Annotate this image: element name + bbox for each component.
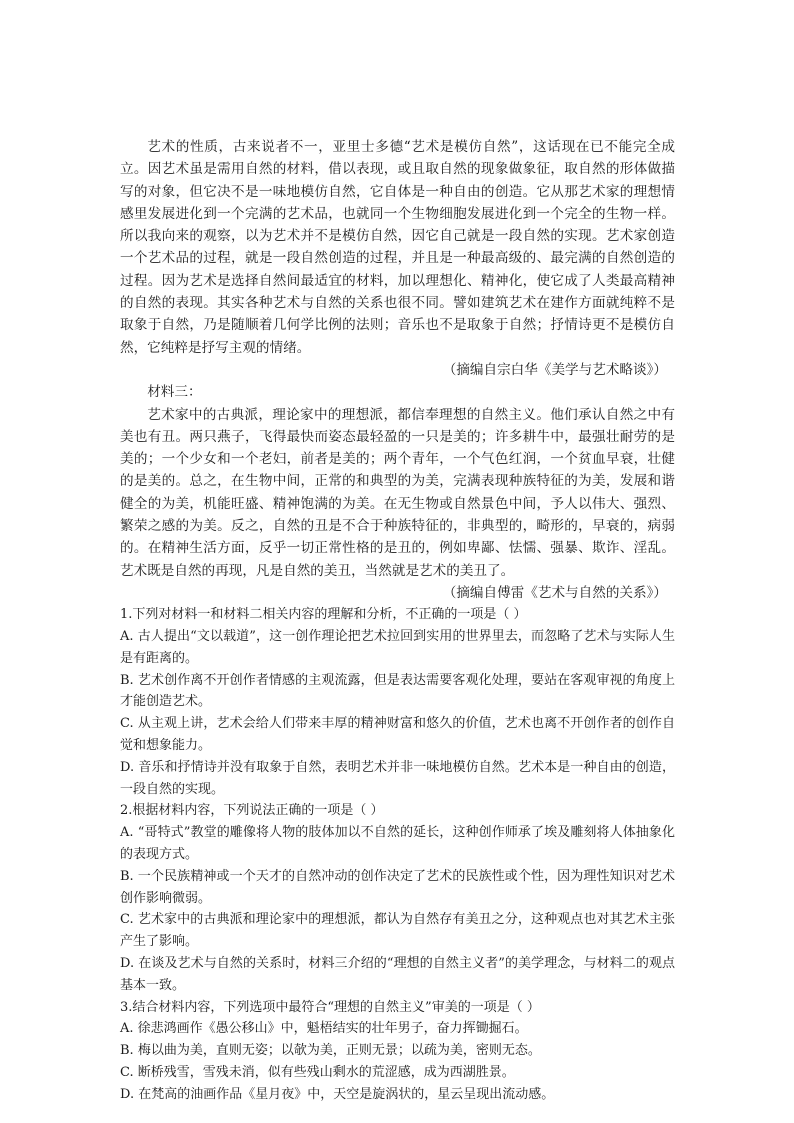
question-2 <box>120 800 675 996</box>
material-two-source: （摘编自宗白华《美学与艺术略谈》） <box>442 361 667 378</box>
material-three-source: （摘编自傅雷《艺术与自然的关系》） <box>442 584 667 601</box>
option-a: A. “哥特式”教堂的雕像将人物的肢体加以不自然的延长，这种创作师承了埃及雕刻将人体抽象化的表现方式。 <box>120 825 675 862</box>
option-c: C. 从主观上讲，艺术会给人们带来丰厚的精神财富和悠久的价值，艺术也离不开创作者的创作自觉和想象能力。 <box>120 716 675 754</box>
material-two-text: 艺术的性质，古来说者不一，亚里士多德“艺术是模仿自然”，这话现在已不能完全成立。因艺术虽是需用自然的材料，借以表现，或且取自然的现象做象征，取自然的形体做描写的对象，但它决不是一味地模仿自然，它自体是一种自由的创造。它从那艺术家的理想情感里发展进化到一个完满的艺术品，也就同一个生物细胞发展进化到一个完全的生物一样。所以我向来的观察，以为艺术并不是模仿自然，因它自己就是一段自然的实现。艺术家创造一个艺术品的过程，就是一段自然创造的过程，并且是一种最高级的、最完满的自然创造的过程。因为艺术是选择自然间最适宜的材料，加以理想化、精神化，使它成了人类最高精神的自然的表现。其实各种艺术与自然的关系也很不同。譬如建筑艺术在建作方面就纯粹不是取象于自然，乃是随顺着几何学比例的法则；音乐也不是取象于自然；抒情诗更不是模仿自然，它纯粹是抒写主观的情绪。 <box>120 139 675 356</box>
option-a: A. 徐悲鸿画作《愚公移山》中，魁梧结实的壮年男子，奋力挥锄掘石。 <box>120 1021 528 1037</box>
question-stem: 2.根据材料内容，下列说法正确的一项是（ ） <box>120 803 384 819</box>
question-1 <box>120 604 675 800</box>
option-d: D. 在谈及艺术与自然的关系时，材料三介绍的“理想的自然主义者”的美学理念，与材料二的观点基本一致。 <box>120 955 675 993</box>
option-d: D. 音乐和抒情诗并没有取象于自然，表明艺术并非一味地模仿自然。艺术本是一种自由的创造，一段自然的实现。 <box>120 759 675 797</box>
question-stem: 3.结合材料内容，下列选项中最符合“理想的自然主义”审美的一项是（ ） <box>120 999 540 1015</box>
option-d: D. 在梵高的油画作品《星月夜》中，天空是旋涡状的，星云呈现出流动感。 <box>120 1086 555 1102</box>
option-c: C. 艺术家中的古典派和理论家中的理想派，都认为自然存有美丑之分，这种观点也对其艺术主张产生了影响。 <box>120 912 675 950</box>
option-c: C. 断桥残雪，雪残未消，似有些残山剩水的荒涩感，成为西湖胜景。 <box>120 1064 515 1080</box>
option-b: B. 梅以曲为美，直则无姿；以欹为美，正则无景；以疏为美，密则无态。 <box>120 1043 541 1059</box>
material-three-text: 艺术家中的古典派，理论家中的理想派，都信奉理想的自然主义。他们承认自然之中有美也有丑。两只燕子，飞得最快而姿态最轻盈的一只是美的；许多耕牛中，最强壮耐劳的是美的；一个少女和一个老妇，前者是美的；两个青年，一个气色红润，一个贫血早衰，壮健的是美的。总之，在生物中间，正常的和典型的为美，完满表现种族特征的为美，发展和谐健全的为美，机能旺盛、精神饱满的为美。在无生物或自然景色中间，予人以伟大、强烈、繁荣之感的为美。反之，自然的丑是不合于种族特征的，非典型的，畸形的，早衰的，病弱的。在精神生活方面，反乎一切正常性格的是丑的，例如卑鄙、怯懦、强暴、欺诈、淫乱。艺术既是自然的再现，凡是自然的美丑，当然就是艺术的美丑了。 <box>120 406 675 579</box>
exam-page <box>120 136 675 1106</box>
question-stem: 1.下列对材料一和材料二相关内容的理解和分析，不正确的一项是（ ） <box>120 607 527 623</box>
question-3 <box>120 997 675 1106</box>
material-three-heading: 材料三： <box>147 384 202 401</box>
option-b: B. 艺术创作离不开创作者情感的主观流露，但是表达需要客观化处理，要站在客观审视的角度上才能创造艺术。 <box>120 672 675 710</box>
option-a: A. 古人提出“文以载道”，这一创作理论把艺术拉回到实用的世界里去，而忽略了艺术与实际人生是有距离的。 <box>120 629 675 666</box>
option-b: B. 一个民族精神或一个天才的自然冲动的创作决定了艺术的民族性或个性，因为理性知识对艺术创作影响微弱。 <box>120 868 675 906</box>
